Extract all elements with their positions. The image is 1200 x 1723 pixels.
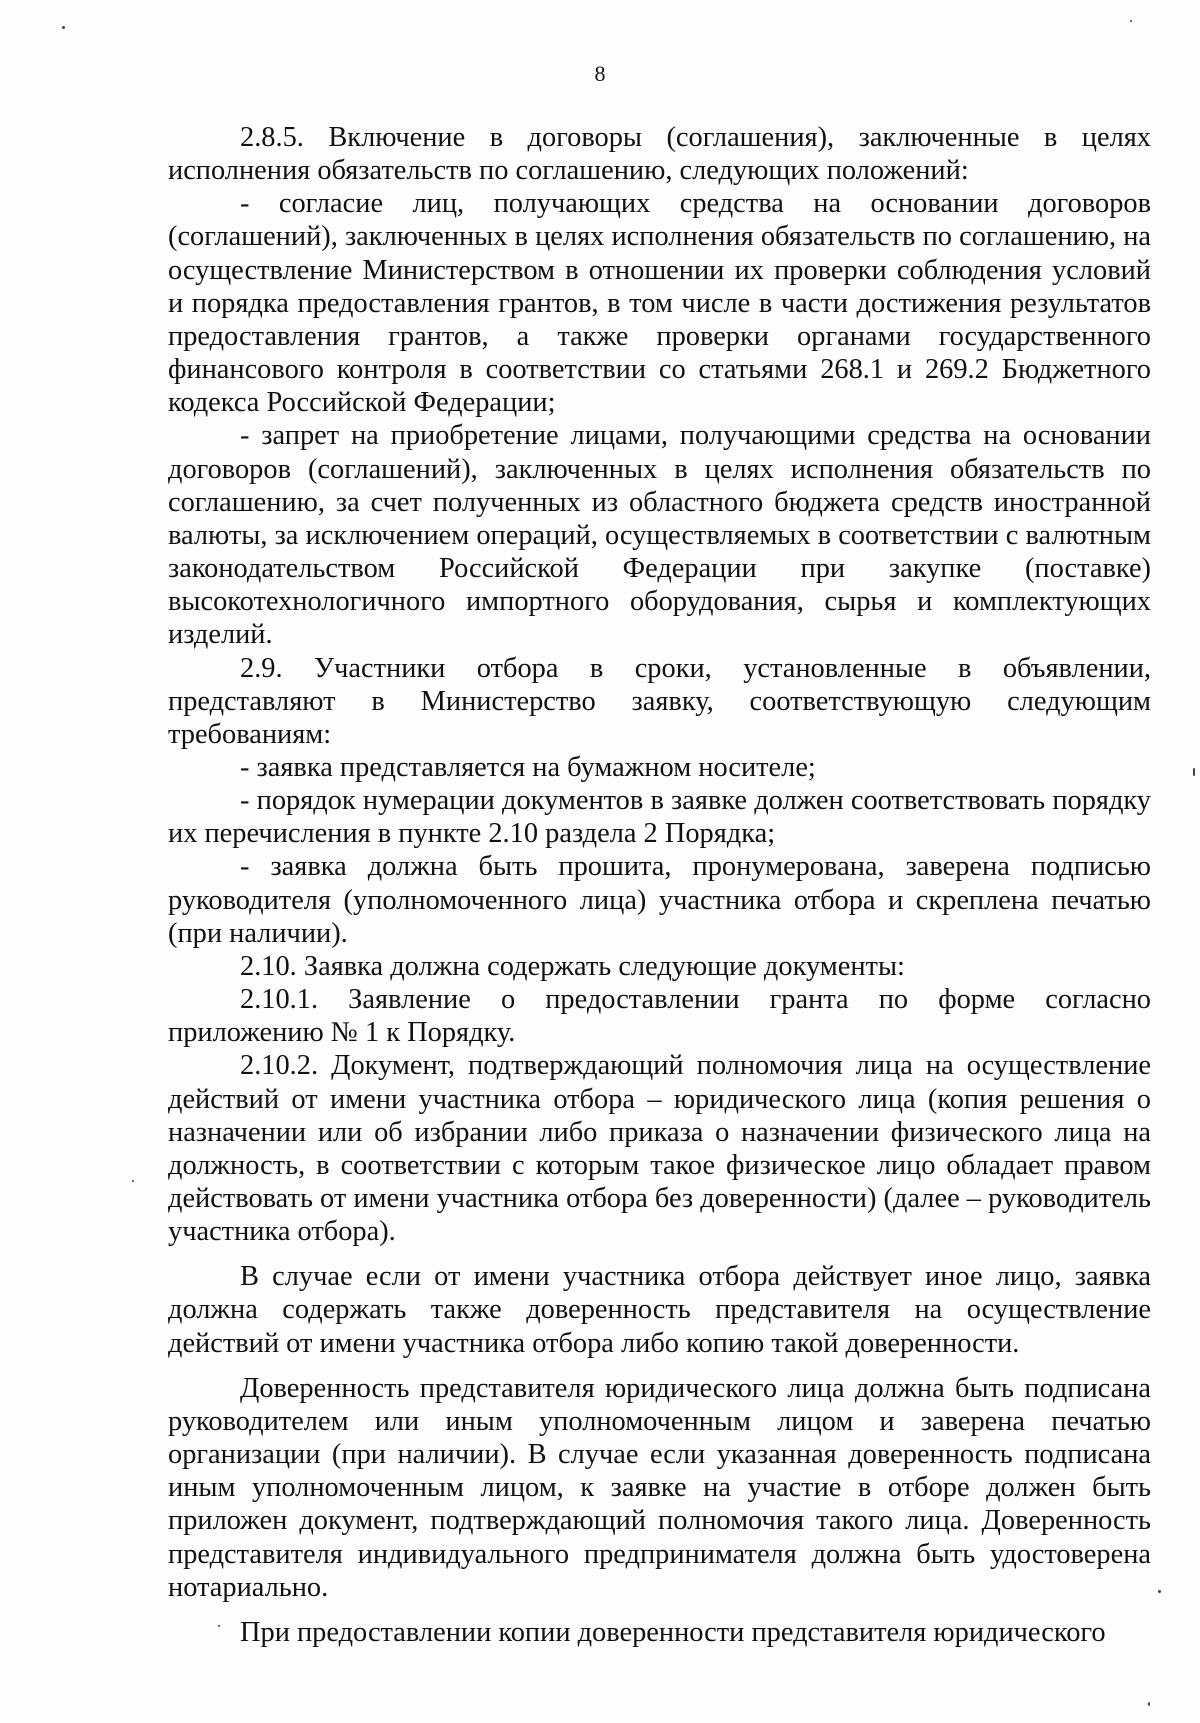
scan-speck (132, 1180, 134, 1182)
paragraph-consent: - согласие лиц, получающих средства на основании договоров (соглашений), заключенных в целях исполнения обязательств по соглашению, на осуществление Министерством в отношении их проверки соблюдения условий и порядка предоставления грантов, в том числе в части достижения результатов предоставления грантов, а также проверки органами государственного финансового контроля в соответствии со статьями 268.1 и 269.2 Бюджетного кодекса Российской Федерации; (168, 188, 1151, 419)
paragraph-binding: - заявка должна быть прошита, пронумерована, заверена подписью руководителя (уполномоченного лица) участника отбора и скреплена печатью (при наличии). (168, 851, 1151, 949)
paragraph-copy-of-attorney: При предоставлении копии доверенности представителя юридического (240, 1616, 1106, 1648)
paragraph-2-10-1: 2.10.1. Заявление о предоставлении гранта по форме согласно приложению № 1 к Порядку. (168, 984, 1151, 1049)
paragraph-2-10: 2.10. Заявка должна содержать следующие документы: (240, 950, 905, 982)
page-number: 8 (594, 61, 606, 86)
paragraph-numbering-order: - порядок нумерации документов в заявке должен соответствовать порядку их перечисления в пункте 2.10 раздела 2 Порядка; (168, 785, 1151, 850)
paragraph-prohibition: - запрет на приобретение лицами, получающими средства на основании договоров (соглашений), заключенных в целях исполнения обязательств по соглашению, за счет полученных из областного бюджета средств иностранной валюты, за исключением операций, осуществляемых в соответствии с валютным законодательством Российской Федерации при закупке (поставке) высокотехнологичного импортного оборудования, сырья и комплектующих изделий. (168, 420, 1151, 651)
scan-speck (218, 1625, 220, 1627)
scan-speck (62, 26, 65, 29)
paragraph-2-9: 2.9. Участники отбора в сроки, установленные в объявлении, представляют в Министерство заявку, соответствующую следующим требованиям: (168, 652, 1151, 750)
scan-speck (1148, 1702, 1150, 1706)
paragraph-2-8-5: 2.8.5. Включение в договоры (соглашения), заключенные в целях исполнения обязательств по соглашению, следующих положений: (168, 122, 1151, 187)
scan-speck (1130, 20, 1132, 22)
paragraph-power-of-attorney: Доверенность представителя юридического лица должна быть подписана руководителем или иным уполномоченным лицом и заверена печатью организации (при наличии). В случае если указанная доверенность подписана иным уполномоченным лицом, к заявке на участие в отборе должен быть приложен документ, подтверждающий полномочия такого лица. Доверенность представителя индивидуального предпринимателя должна быть удостоверена нотариально. (168, 1372, 1151, 1603)
scan-speck (1158, 1590, 1161, 1593)
paragraph-paper-medium: - заявка представляется на бумажном носителе; (240, 751, 816, 783)
scan-speck (1193, 768, 1195, 776)
paragraph-2-10-2: 2.10.2. Документ, подтверждающий полномочия лица на осуществление действий от имени участника отбора – юридического лица (копия решения о назначении или об избрании либо приказа о назначении физического лица на должность, в соответствии с которым такое физическое лицо обладает правом действовать от имени участника отбора без доверенности) (далее – руководитель участника отбора). (168, 1050, 1151, 1248)
paragraph-other-person: В случае если от имени участника отбора действует иное лицо, заявка должна содержать также доверенность представителя на осуществление действий от имени участника отбора либо копию такой доверенности. (168, 1261, 1151, 1359)
document-text (168, 121, 1151, 1649)
